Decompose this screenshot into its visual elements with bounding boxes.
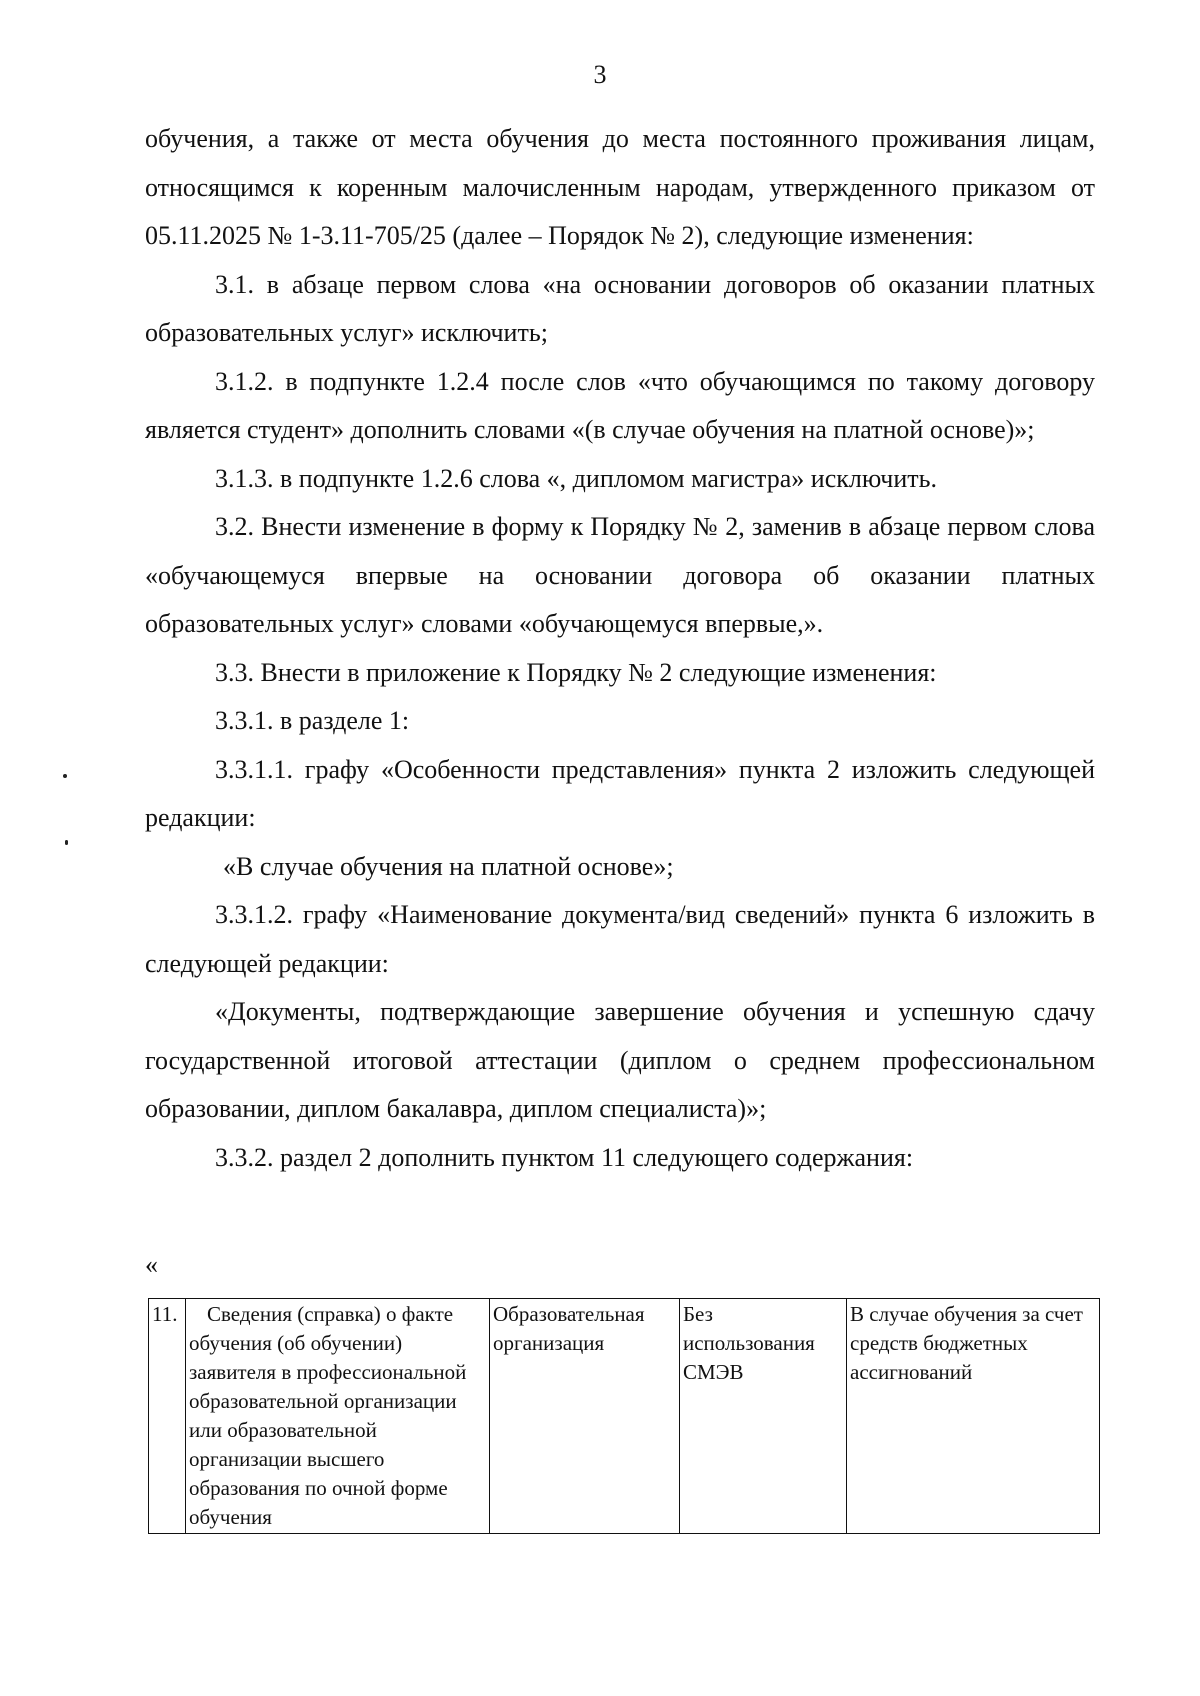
paragraph-3-1-2: 3.1.2. в подпункте 1.2.4 после слов «что обучающимся по такому договору является студент» дополнить словами «(в случае обучения на платной основе)»; xyxy=(145,366,1095,444)
paragraph-quote-documents: «Документы, подтверждающие завершение обучения и успешную сдачу государственной итоговой аттестации (диплом о среднем профессиональном образовании, диплом бакалавра, диплом специалиста)»; xyxy=(145,997,1095,1123)
paragraph-3-3-1: 3.3.1. в разделе 1: xyxy=(215,706,410,735)
paragraph-3-3-1-1: 3.3.1.1. графу «Особенности представления» пункта 2 изложить следующей редакции: xyxy=(145,754,1095,832)
table-opening-quote: « xyxy=(145,1250,158,1279)
addendum-table xyxy=(148,1298,1100,1534)
paragraph-intro-continuation: обучения, а также от места обучения до места постоянного проживания лицам, относящимся к коренным малочисленным народам, утвержденного приказом от 05.11.2025 № 1-3.11-705/25 (далее – Порядок № 2), следующие изменения: xyxy=(145,124,1095,250)
paragraph-3-1: 3.1. в абзаце первом слова «на основании договоров об оказании платных образовательных услуг» исключить; xyxy=(145,269,1095,347)
scan-speck xyxy=(65,840,68,845)
document-name-cell: Сведения (справка) о факте обучения (об обучении) заявителя в профессиональной образовательной организации или образовательной организации высшего образования по очной форме обучения xyxy=(186,1299,490,1534)
table-row xyxy=(149,1299,1100,1534)
provider-cell: Образовательная организация xyxy=(490,1299,680,1534)
method-cell: Без использования СМЭВ xyxy=(680,1299,847,1534)
paragraph-3-3-2: 3.3.2. раздел 2 дополнить пунктом 11 следующего содержания: xyxy=(215,1142,914,1172)
condition-cell: В случае обучения за счет средств бюджетных ассигнований xyxy=(847,1299,1100,1534)
paragraph-quote-paid: «В случае обучения на платной основе»; xyxy=(223,851,674,881)
body-text xyxy=(145,115,1095,1182)
paragraph-3-2: 3.2. Внести изменение в форму к Порядку № 2, заменив в абзаце первом слова «обучающемуся впервые на основании договора об оказании платных образовательных услуг» словами «обучающемуся впервые,». xyxy=(145,512,1095,638)
paragraph-3-3: 3.3. Внести в приложение к Порядку № 2 следующие изменения: xyxy=(215,657,937,687)
page-number: 3 xyxy=(593,60,607,89)
paragraph-3-3-1-2: 3.3.1.2. графу «Наименование документа/вид сведений» пункта 6 изложить в следующей редакции: xyxy=(145,900,1095,978)
paragraph-3-1-3: 3.1.3. в подпункте 1.2.6 слова «, дипломом магистра» исключить. xyxy=(215,463,937,493)
row-number-cell: 11. xyxy=(149,1299,186,1534)
scan-speck xyxy=(63,774,67,778)
